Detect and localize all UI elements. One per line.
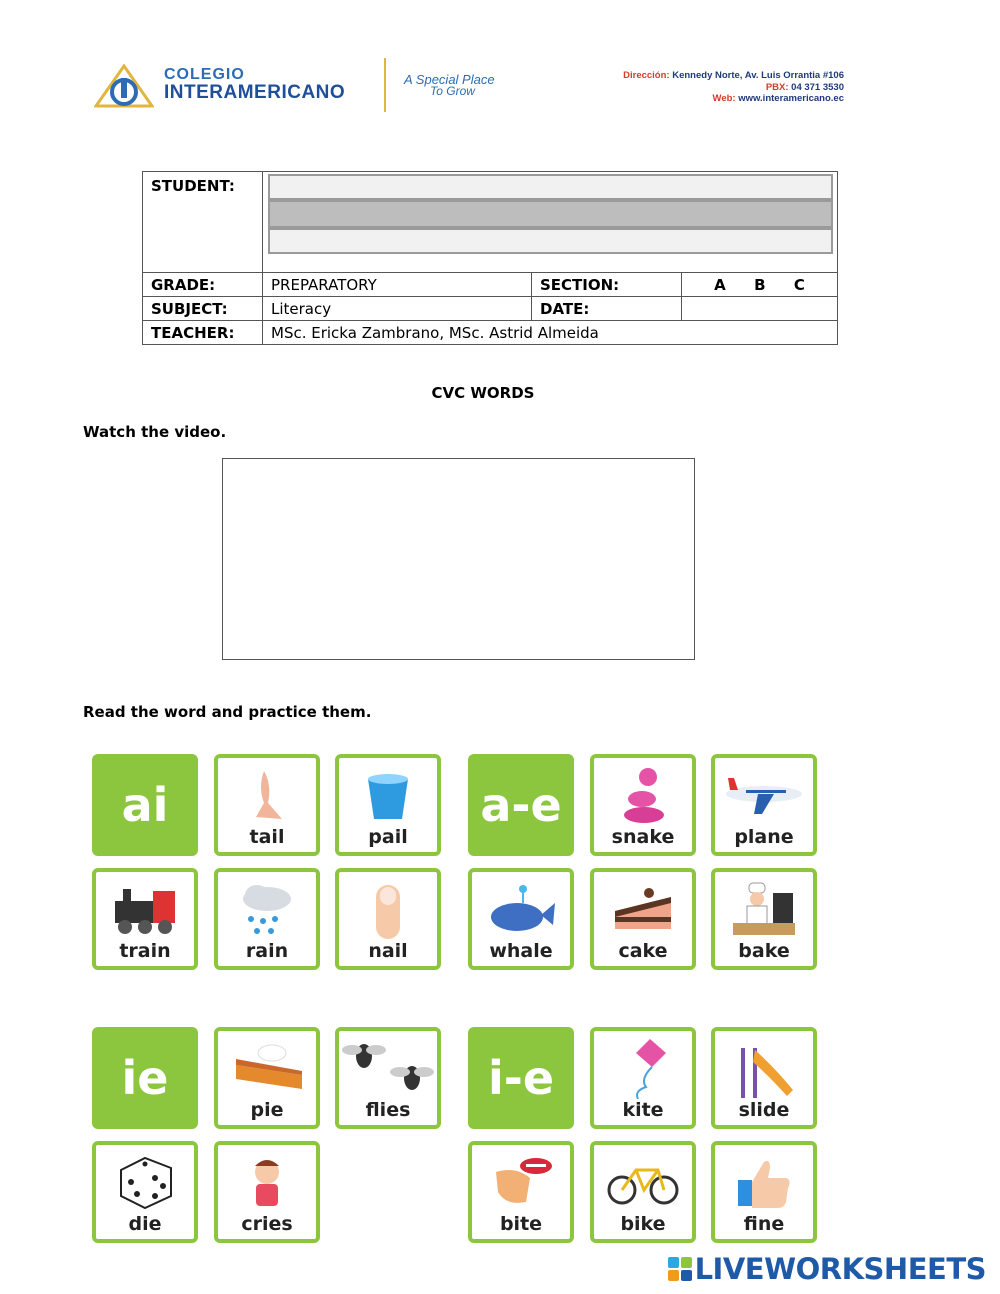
section-option-c[interactable]: C xyxy=(793,275,805,294)
word-card-kite: kite xyxy=(590,1027,696,1129)
bike-icon xyxy=(606,1156,680,1208)
student-label: STUDENT: xyxy=(143,172,263,273)
school-address xyxy=(623,70,844,105)
plane-icon xyxy=(722,770,806,820)
slide-icon xyxy=(731,1038,797,1098)
cake-icon xyxy=(611,881,675,937)
rain-cloud-icon xyxy=(237,881,297,937)
web-value: www.interamericano.ec xyxy=(738,93,844,104)
web-label: Web: xyxy=(712,93,736,104)
student-name-field[interactable] xyxy=(268,174,833,260)
section-option-b[interactable]: B xyxy=(754,275,766,294)
word-card-fine: fine xyxy=(711,1141,817,1243)
word-card-rain: rain xyxy=(214,868,320,970)
word-card-cries: cries xyxy=(214,1141,320,1243)
tail-icon xyxy=(242,765,292,825)
word-card-cake: cake xyxy=(590,868,696,970)
section-label: SECTION: xyxy=(532,273,682,297)
word-card-bake: bake xyxy=(711,868,817,970)
word-card-slide: slide xyxy=(711,1027,817,1129)
word-card-bike: bike xyxy=(590,1141,696,1243)
section-option-a[interactable]: A xyxy=(714,275,726,294)
liveworksheets-logo xyxy=(668,1252,986,1286)
tagline-line1: A Special Place xyxy=(404,72,495,87)
whale-icon xyxy=(485,881,557,937)
word-card-whale: whale xyxy=(468,868,574,970)
phone-value: 04 371 3530 xyxy=(791,81,844,93)
phone-label: PBX: xyxy=(765,81,789,93)
student-name-cell[interactable] xyxy=(263,172,838,273)
grade-label: GRADE: xyxy=(143,273,263,297)
flies-icon xyxy=(340,1038,436,1098)
liveworksheets-logo-icon xyxy=(668,1257,692,1281)
practice-instruction: Read the word and practice them. xyxy=(83,703,372,721)
phonics-heading-i-e: i-e xyxy=(468,1027,574,1129)
date-field[interactable] xyxy=(682,297,838,321)
kite-icon xyxy=(618,1037,668,1099)
word-card-tail: tail xyxy=(214,754,320,856)
thumbs-up-icon xyxy=(734,1152,794,1212)
address-value: Kennedy Norte, Av. Luis Orrantia #106 xyxy=(672,70,844,81)
word-card-snake: snake xyxy=(590,754,696,856)
worksheet-title: CVC WORDS xyxy=(431,384,535,402)
video-instruction: Watch the video. xyxy=(83,423,227,441)
student-info-table xyxy=(142,171,838,345)
train-icon xyxy=(109,881,181,937)
word-card-nail: nail xyxy=(335,868,441,970)
subject-label: SUBJECT: xyxy=(143,297,263,321)
subject-value: Literacy xyxy=(263,297,532,321)
tagline-line2: To Grow xyxy=(430,84,475,98)
phonics-heading-a-e: a-e xyxy=(468,754,574,856)
word-card-flies: flies xyxy=(335,1027,441,1129)
bite-icon xyxy=(486,1152,556,1212)
word-card-train: train xyxy=(92,868,198,970)
header-divider xyxy=(384,58,386,112)
pail-icon xyxy=(360,767,416,823)
school-logo-icon xyxy=(94,64,154,108)
grade-value: PREPARATORY xyxy=(263,273,532,297)
word-card-bite: bite xyxy=(468,1141,574,1243)
phonics-heading-ie: ie xyxy=(92,1027,198,1129)
phonics-heading-ai: ai xyxy=(92,754,198,856)
snake-icon xyxy=(618,765,668,825)
school-name-line2: INTERAMERICANO xyxy=(164,82,346,103)
crying-child-icon xyxy=(242,1152,292,1212)
address-label: Dirección: xyxy=(623,70,670,81)
word-card-pail: pail xyxy=(335,754,441,856)
baker-icon xyxy=(729,879,799,939)
die-icon xyxy=(115,1152,175,1212)
word-card-plane: plane xyxy=(711,754,817,856)
video-player[interactable] xyxy=(222,458,695,660)
teacher-value: MSc. Ericka Zambrano, MSc. Astrid Almeida xyxy=(263,321,838,345)
date-label: DATE: xyxy=(532,297,682,321)
section-options xyxy=(682,273,838,297)
word-card-pie: pie xyxy=(214,1027,320,1129)
school-name-line1: COLEGIO xyxy=(164,66,245,83)
nail-icon xyxy=(368,879,408,939)
liveworksheets-brand: LIVEWORKSHEETS xyxy=(694,1252,986,1286)
word-card-die: die xyxy=(92,1141,198,1243)
teacher-label: TEACHER: xyxy=(143,321,263,345)
pie-icon xyxy=(228,1041,306,1095)
